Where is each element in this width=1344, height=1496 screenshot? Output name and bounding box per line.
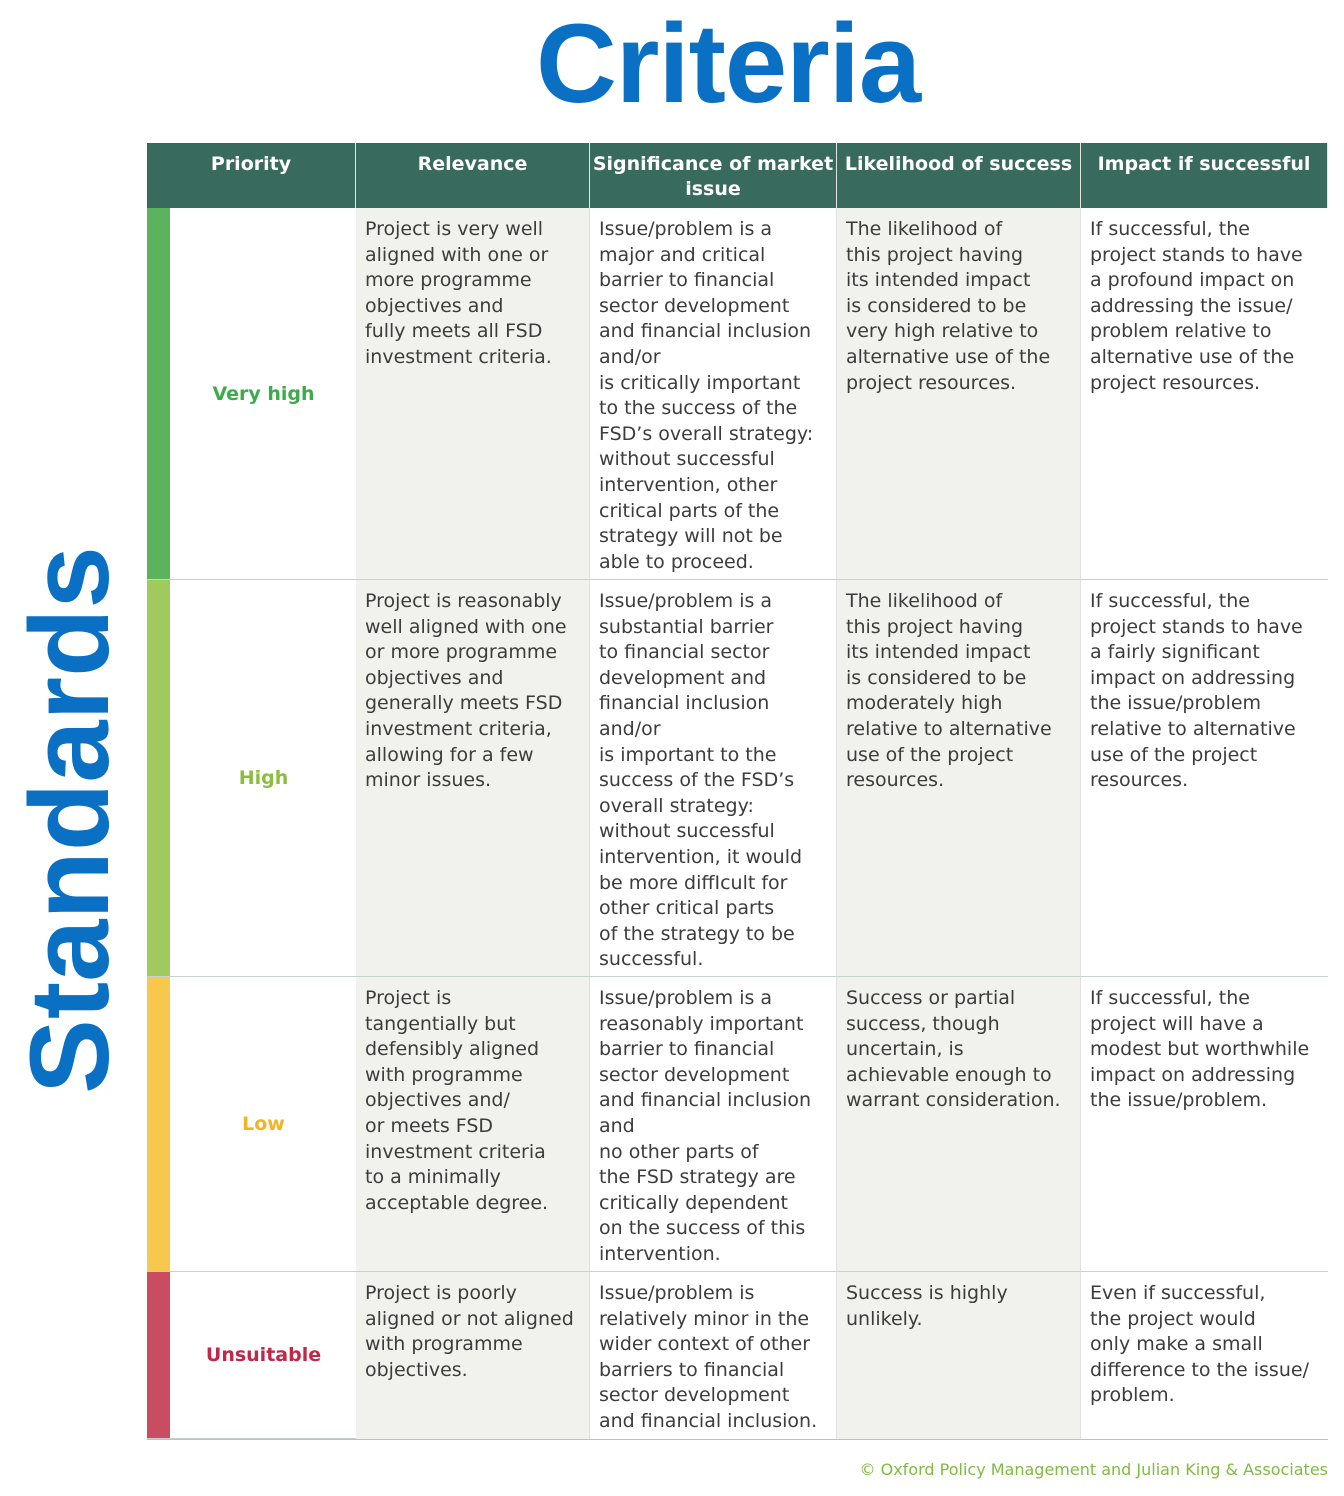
priority-label: Unsuitable [205, 1344, 322, 1366]
priority-label: Very high [212, 382, 315, 405]
cell-relevance: Project is very well aligned with one or more programme objectives and fully meets all FSD investment criteria. [356, 208, 590, 580]
page-title: Criteria [536, 1, 921, 126]
priority-high [147, 580, 356, 977]
cell-impact: Even if successful, the project would only make a small difference to the issue/ problem. [1090, 1282, 1309, 1407]
priority-bar-very-high [147, 208, 170, 579]
cell-likelihood: The likelihood of this project having its intended impact is considered to be very high relative to alternative use of the project resources. [837, 208, 1081, 580]
priority-low [147, 977, 356, 1272]
priority-bar-high [147, 580, 170, 976]
copyright-footer: © Oxford Policy Management and Julian King & Associates [859, 1460, 1328, 1479]
header-relevance: Relevance [356, 143, 590, 208]
priority-very-high [147, 208, 356, 580]
priority-label: Low [242, 1113, 285, 1135]
priority-label: High [238, 767, 289, 789]
header-impact: Impact if successful [1081, 143, 1328, 208]
cell-likelihood: Success is highly unlikely. [837, 1272, 1081, 1439]
side-title [4, 540, 136, 1100]
header-significance: Significance of market issue [590, 143, 837, 208]
priority-bar-unsuitable [147, 1272, 170, 1438]
cell-significance: Issue/problem is a major and critical barrier to financial sector development and financial inclusion and/or is critically important to the success of the FSD’s overall strategy: without successful intervention, other critical parts of the strategy will not be able to proceed. [590, 208, 837, 580]
header-likelihood: Likelihood of success [837, 143, 1081, 208]
header-priority: Priority [147, 143, 356, 208]
criteria-table [147, 143, 1328, 1440]
priority-bar-low [147, 977, 170, 1271]
cell-impact: If successful, the project stands to have a fairly significant impact on addressing the issue/problem relative to alternative use of the project resources. [1081, 580, 1328, 977]
priority-unsuitable [147, 1272, 356, 1439]
cell-significance: Issue/problem is a substantial barrier to financial sector development and financial inclusion and/or is important to the success of the FSD’s overall strategy: without successful intervention, it would be more diffIcult for other critical parts of the strategy to be successful. [590, 580, 837, 977]
cell-relevance: Project is poorly aligned or not aligned with programme objectives. [356, 1272, 590, 1439]
cell-impact: If successful, the project stands to have a profound impact on addressing the issue/ problem relative to alternative use of the project resources. [1081, 208, 1328, 580]
cell-likelihood: Success or partial success, though uncertain, is achievable enough to warrant consideration. [837, 977, 1081, 1272]
cell-relevance: Project is reasonably well aligned with one or more programme objectives and generally meets FSD investment criteria, allowing for a few minor issues. [356, 580, 590, 977]
cell-likelihood: The likelihood of this project having its intended impact is considered to be moderately high relative to alternative use of the project resources. [837, 580, 1081, 977]
cell-relevance: Project is tangentially but defensibly aligned with programme objectives and/ or meets FSD investment criteria to a minimally acceptable degree. [356, 977, 590, 1272]
cell-significance: Issue/problem is relatively minor in the wider context of other barriers to financial sector development and financial inclusion. [590, 1272, 837, 1439]
side-title-text: Standards [7, 546, 133, 1094]
cell-impact: If successful, the project will have a modest but worthwhile impact on addressing the issue/problem. [1081, 977, 1328, 1272]
cell-significance: Issue/problem is a reasonably important barrier to financial sector development and financial inclusion and no other parts of the FSD strategy are critically dependent on the success of this intervention. [590, 977, 837, 1272]
